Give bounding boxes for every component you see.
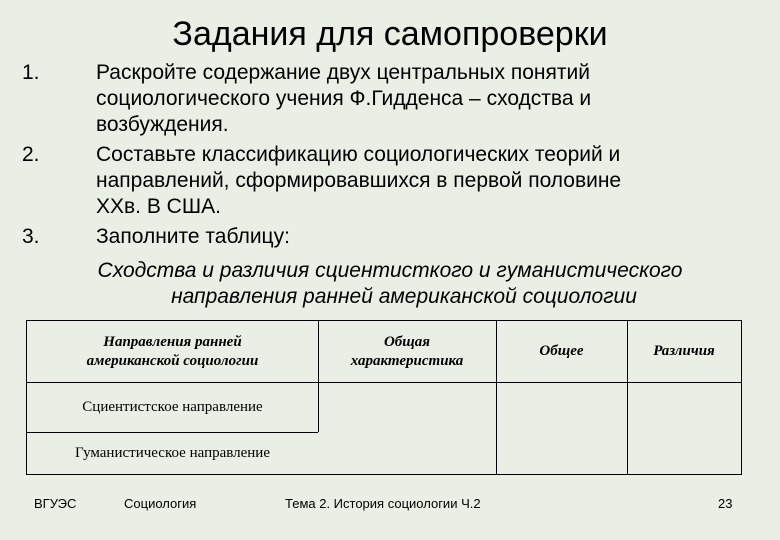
task-line: XXв. В США. xyxy=(96,195,221,218)
cell-scientist-characteristic[interactable] xyxy=(318,382,496,432)
header-line: Направления ранней xyxy=(103,333,242,350)
table-caption-line-1: Сходства и различия сциентисткого и гуманистического xyxy=(97,259,683,282)
header-directions xyxy=(27,321,318,382)
footer-org: ВГУЭС xyxy=(34,496,77,511)
cell-common[interactable] xyxy=(496,382,627,474)
row-label-scientist: Сциентистское направление xyxy=(82,398,263,415)
cell-differences[interactable] xyxy=(627,382,741,474)
task-text xyxy=(96,224,736,250)
task-line: Раскройте содержание двух центральных понятий xyxy=(96,61,590,84)
task-line: возбуждения. xyxy=(96,113,229,136)
header-differences: Различия xyxy=(653,343,715,359)
header-general-characteristic xyxy=(318,321,496,382)
task-line: социологического учения Ф.Гидденса – сходства и xyxy=(96,87,592,110)
task-line: Составьте классификацию социологических теорий и xyxy=(96,143,621,166)
footer-topic: Тема 2. История социологии Ч.2 xyxy=(285,496,481,511)
task-line: направлений, сформировавшихся в первой половине xyxy=(96,169,622,192)
footer-course: Социология xyxy=(124,496,197,511)
header-line: американской социологии xyxy=(86,352,259,369)
row-label-humanist: Гуманистическое направление xyxy=(74,444,270,461)
task-number: 2. xyxy=(22,143,40,166)
table-caption-line-2: направления ранней американской социологии xyxy=(171,285,637,308)
task-number: 3. xyxy=(22,225,40,248)
page-number: 23 xyxy=(718,496,733,511)
task-text xyxy=(96,60,736,138)
task-line: Заполните таблицу: xyxy=(96,225,290,248)
task-text xyxy=(96,142,736,220)
task-number: 1. xyxy=(22,61,40,84)
comparison-table xyxy=(26,320,742,475)
header-line: Общая xyxy=(383,333,431,350)
slide-title: Задания для самопроверки xyxy=(172,15,608,53)
header-common: Общее xyxy=(539,343,584,359)
header-line: характеристика xyxy=(350,352,464,369)
